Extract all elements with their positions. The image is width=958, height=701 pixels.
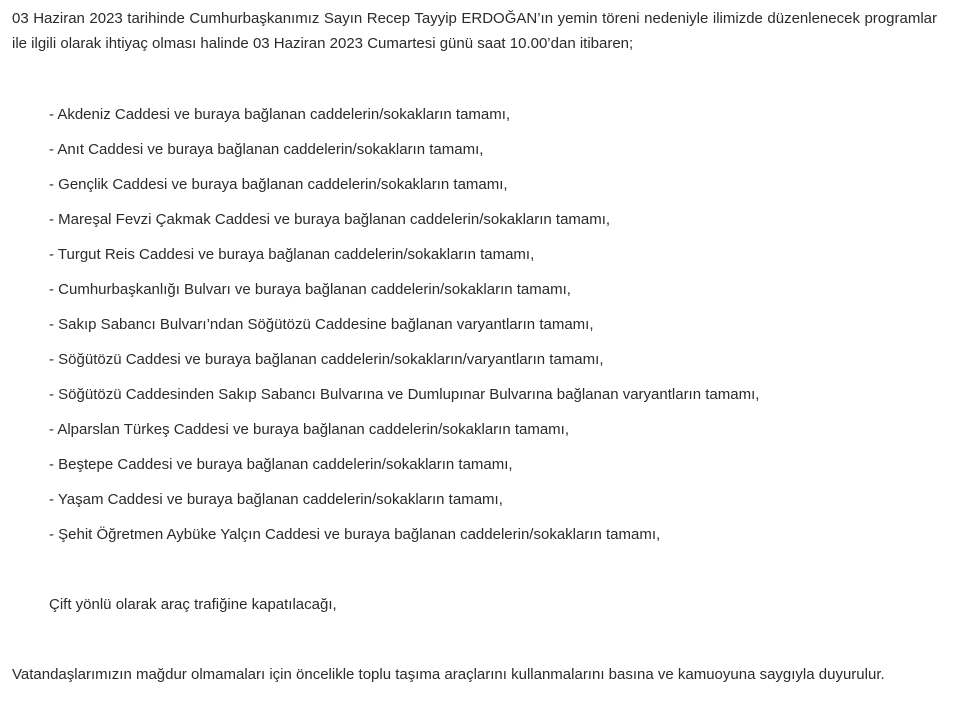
intro-paragraph: 03 Haziran 2023 tarihinde Cumhurbaşkanımız Sayın Recep Tayyip ERDOĞAN’ın yemin töreni nedeniyle ilimizde düzenlenecek programlar ile ilgili olarak ihtiyaç olması halinde 03 Haziran 2023 Cumartesi günü saat 10.00’dan itibaren; (12, 10, 937, 52)
street-item: - Yaşam Caddesi ve buraya bağlanan caddelerin/sokakların tamamı, (49, 491, 503, 508)
street-item: - Cumhurbaşkanlığı Bulvarı ve buraya bağlanan caddelerin/sokakların tamamı, (49, 281, 571, 298)
street-item: - Mareşal Fevzi Çakmak Caddesi ve buraya bağlanan caddelerin/sokakların tamamı, (49, 211, 611, 228)
street-item: - Alparslan Türkeş Caddesi ve buraya bağlanan caddelerin/sokakların tamamı, (49, 421, 570, 438)
street-item: - Söğütözü Caddesi ve buraya bağlanan caddelerin/sokakların/varyantların tamamı, (49, 351, 604, 368)
street-item: - Akdeniz Caddesi ve buraya bağlanan caddelerin/sokakların tamamı, (49, 106, 511, 123)
street-item: - Gençlik Caddesi ve buraya bağlanan caddelerin/sokakların tamamı, (49, 176, 508, 193)
public-notice: Vatandaşlarımızın mağdur olmamaları için öncelikle toplu taşıma araçlarını kullanmalarını basına ve kamuoyuna saygıyla duyurulur. (12, 666, 885, 683)
street-item: - Turgut Reis Caddesi ve buraya bağlanan caddelerin/sokakların tamamı, (49, 246, 535, 263)
street-item: - Şehit Öğretmen Aybüke Yalçın Caddesi ve buraya bağlanan caddelerin/sokakların tamamı, (49, 526, 661, 543)
street-item: - Anıt Caddesi ve buraya bağlanan caddelerin/sokakların tamamı, (49, 141, 484, 158)
street-item: - Beştepe Caddesi ve buraya bağlanan caddelerin/sokakların tamamı, (49, 456, 513, 473)
street-item: - Söğütözü Caddesinden Sakıp Sabancı Bulvarına ve Dumlupınar Bulvarına bağlanan varyantların tamamı, (49, 386, 760, 403)
street-item: - Sakıp Sabancı Bulvarı’ndan Söğütözü Caddesine bağlanan varyantların tamamı, (49, 316, 594, 333)
closure-statement: Çift yönlü olarak araç trafiğine kapatılacağı, (49, 596, 337, 613)
street-list (49, 102, 759, 557)
